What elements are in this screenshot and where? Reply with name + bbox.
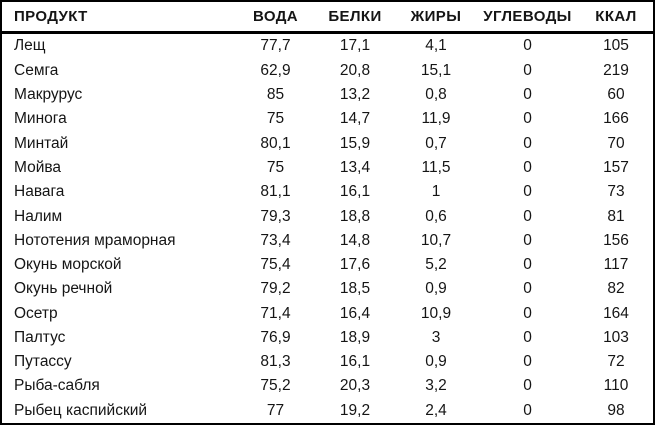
value-cell: 60	[607, 86, 625, 104]
product-name-cell: Рыбец каспийский	[14, 401, 148, 419]
table-row	[2, 59, 653, 83]
value-cell: 0	[523, 134, 532, 152]
value-cell: 5,2	[425, 256, 447, 274]
value-cell: 11,9	[421, 110, 451, 128]
table-row	[2, 350, 653, 374]
table-row	[2, 253, 653, 277]
value-cell: 0	[523, 401, 532, 419]
value-cell: 0	[523, 158, 532, 176]
value-cell: 10,9	[420, 304, 452, 322]
table-row	[2, 229, 653, 253]
table-row	[2, 301, 653, 325]
value-cell: 82	[607, 280, 625, 298]
column-header-5: ККАЛ	[579, 2, 653, 33]
product-name-cell: Путассу	[14, 353, 72, 371]
value-cell: 166	[603, 110, 629, 128]
value-cell: 81,3	[260, 353, 291, 371]
value-cell: 0,6	[425, 207, 447, 225]
column-header-0: ПРОДУКТ	[2, 2, 237, 33]
column-header-2: БЕЛКИ	[314, 2, 396, 33]
value-cell: 0	[523, 256, 532, 274]
value-cell: 79,3	[260, 207, 291, 225]
value-cell: 75	[266, 110, 285, 128]
product-name-cell: Осетр	[14, 304, 58, 322]
value-cell: 157	[603, 158, 629, 176]
value-cell: 0	[523, 304, 532, 322]
value-cell: 13,4	[339, 158, 371, 176]
value-cell: 18,5	[339, 280, 371, 298]
product-name-cell: Налим	[14, 207, 63, 225]
table-row	[2, 132, 653, 156]
value-cell: 3,2	[425, 377, 447, 395]
value-cell: 17,1	[339, 37, 371, 55]
value-cell: 164	[603, 304, 629, 322]
value-cell: 20,3	[339, 377, 371, 395]
nutrition-table	[2, 2, 653, 423]
value-cell: 14,8	[339, 231, 371, 249]
value-cell: 76,9	[260, 328, 291, 346]
table-header	[2, 2, 653, 33]
product-name-cell: Макрурус	[14, 86, 83, 104]
value-cell: 103	[603, 328, 629, 346]
table-row	[2, 156, 653, 180]
value-cell: 13,2	[339, 86, 371, 104]
value-cell: 110	[603, 377, 629, 395]
value-cell: 19,2	[339, 401, 371, 419]
value-cell: 117	[603, 256, 629, 274]
column-header-1: ВОДА	[237, 2, 314, 33]
value-cell: 79,2	[260, 280, 291, 298]
product-name-cell: Минога	[14, 110, 67, 128]
value-cell: 62,9	[260, 61, 291, 79]
value-cell: 18,9	[339, 328, 371, 346]
product-name-cell: Палтус	[14, 328, 66, 346]
value-cell: 0	[523, 377, 532, 395]
table-row	[2, 107, 653, 131]
product-name-cell: Навага	[14, 183, 65, 201]
value-cell: 0	[523, 280, 532, 298]
column-header-4: УГЛЕВОДЫ	[476, 2, 579, 33]
value-cell: 0	[523, 328, 532, 346]
value-cell: 77,7	[260, 37, 291, 55]
value-cell: 105	[603, 37, 629, 55]
product-name-cell: Мойва	[14, 158, 62, 176]
table-row	[2, 33, 653, 59]
product-name-cell: Рыба-сабля	[14, 377, 100, 395]
value-cell: 16,1	[339, 353, 371, 371]
value-cell: 20,8	[339, 61, 371, 79]
value-cell: 0	[523, 183, 532, 201]
value-cell: 0,9	[425, 280, 447, 298]
value-cell: 73	[607, 183, 625, 201]
value-cell: 11,5	[421, 158, 451, 176]
value-cell: 0	[523, 37, 532, 55]
value-cell: 81,1	[260, 183, 291, 201]
value-cell: 0	[523, 61, 532, 79]
value-cell: 4,1	[425, 37, 447, 55]
value-cell: 72	[607, 353, 625, 371]
value-cell: 85	[266, 86, 285, 104]
value-cell: 77	[266, 401, 285, 419]
value-cell: 0,8	[425, 86, 447, 104]
value-cell: 16,4	[339, 304, 371, 322]
value-cell: 75,2	[260, 377, 291, 395]
product-name-cell: Минтай	[14, 134, 69, 152]
value-cell: 16,1	[339, 183, 371, 201]
value-cell: 81	[607, 207, 625, 225]
value-cell: 3	[431, 328, 441, 346]
value-cell: 1	[431, 183, 441, 201]
value-cell: 0	[523, 207, 532, 225]
value-cell: 15,1	[420, 61, 452, 79]
value-cell: 73,4	[260, 231, 291, 249]
value-cell: 14,7	[339, 110, 371, 128]
value-cell: 75	[266, 158, 285, 176]
value-cell: 75,4	[260, 256, 291, 274]
value-cell: 219	[603, 61, 629, 79]
table-row	[2, 277, 653, 301]
table-row	[2, 180, 653, 204]
product-name-cell: Окунь речной	[14, 280, 113, 298]
product-name-cell: Окунь морской	[14, 256, 122, 274]
column-header-3: ЖИРЫ	[396, 2, 476, 33]
value-cell: 156	[603, 231, 629, 249]
table-row	[2, 326, 653, 350]
table-header-row	[2, 2, 653, 33]
table-row	[2, 83, 653, 107]
product-name-cell: Семга	[14, 61, 59, 79]
value-cell: 0	[523, 110, 532, 128]
table-row	[2, 399, 653, 423]
value-cell: 2,4	[425, 401, 447, 419]
product-name-cell: Нототения мраморная	[14, 231, 176, 249]
value-cell: 15,9	[339, 134, 371, 152]
value-cell: 98	[607, 401, 625, 419]
product-name-cell: Лещ	[14, 37, 46, 55]
value-cell: 10,7	[420, 231, 452, 249]
value-cell: 71,4	[260, 304, 291, 322]
table-row	[2, 374, 653, 398]
value-cell: 0	[523, 353, 532, 371]
value-cell: 17,6	[339, 256, 371, 274]
value-cell: 70	[607, 134, 625, 152]
value-cell: 0,7	[425, 134, 447, 152]
value-cell: 0	[523, 231, 532, 249]
value-cell: 80,1	[260, 134, 291, 152]
table-body	[2, 33, 653, 424]
value-cell: 18,8	[339, 207, 371, 225]
value-cell: 0,9	[425, 353, 447, 371]
value-cell: 0	[523, 86, 532, 104]
table-row	[2, 204, 653, 228]
